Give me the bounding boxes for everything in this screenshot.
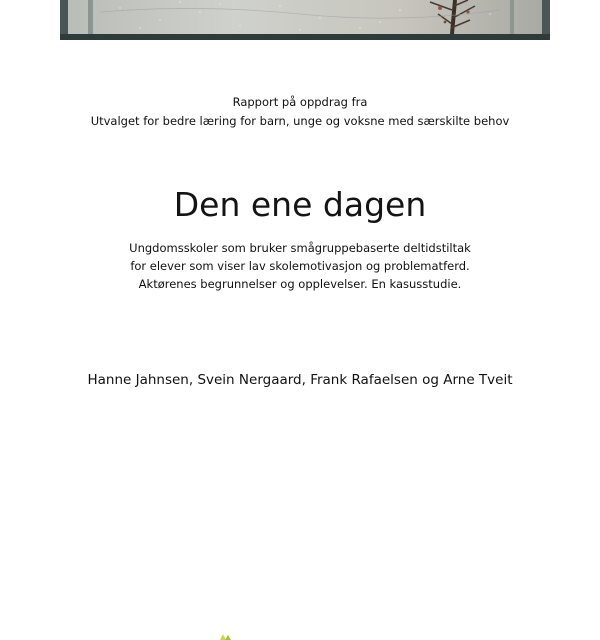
- report-title: Den ene dagen: [173, 185, 427, 224]
- subtitle-line-2: for elever som viser lav skolemotivasjon og problematferd.: [130, 259, 470, 273]
- cover-photo: [0, 0, 600, 40]
- commission-line-1: Rapport på oppdrag fra: [232, 95, 368, 109]
- window-photo-image: [0, 0, 600, 40]
- logo-fragment-icon: [218, 632, 232, 640]
- commission-line-2: Utvalget for bedre læring for barn, unge og voksne med særskilte behov: [90, 114, 510, 128]
- subtitle-line-1: Ungdomsskoler som bruker smågruppebaserte deltidstiltak: [129, 241, 471, 255]
- subtitle-line-3: Aktørenes begrunnelser og opplevelser. En kasusstudie.: [138, 277, 462, 291]
- report-subtitle: [0, 239, 600, 293]
- author-list: Hanne Jahnsen, Svein Nergaard, Frank Rafaelsen og Arne Tveit: [87, 372, 513, 388]
- commission-statement: [0, 93, 600, 131]
